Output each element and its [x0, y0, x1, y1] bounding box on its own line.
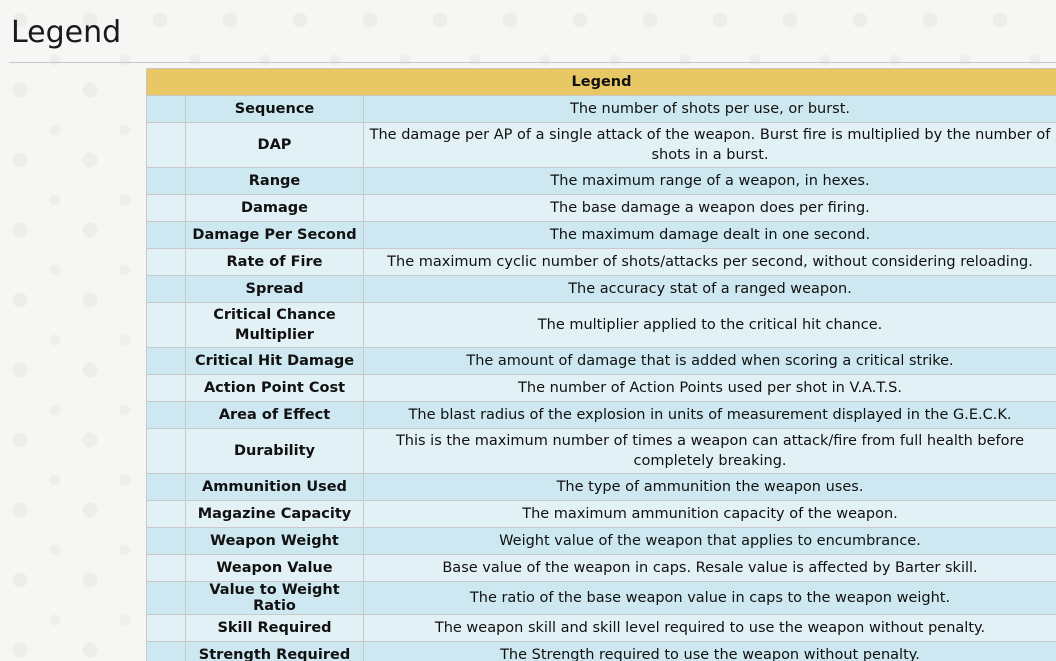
- term-cell: Value to Weight Ratio: [186, 582, 364, 615]
- description-cell: The Strength required to use the weapon without penalty.: [364, 642, 1056, 661]
- term-cell: DAP: [186, 123, 364, 168]
- description-cell: The maximum damage dealt in one second.: [364, 222, 1056, 249]
- row-spacer-cell: [147, 402, 186, 429]
- description-cell: The multiplier applied to the critical hit chance.: [364, 303, 1056, 348]
- table-row: [147, 303, 1056, 348]
- description-cell: Weight value of the weapon that applies to encumbrance.: [364, 528, 1056, 555]
- description-cell: The base damage a weapon does per firing.: [364, 195, 1056, 222]
- row-spacer-cell: [147, 249, 186, 276]
- description-cell: The blast radius of the explosion in units of measurement displayed in the G.E.C.K.: [364, 402, 1056, 429]
- description-cell: The number of shots per use, or burst.: [364, 96, 1056, 123]
- term-cell: Range: [186, 168, 364, 195]
- term-cell: Critical Hit Damage: [186, 348, 364, 375]
- row-spacer-cell: [147, 615, 186, 642]
- table-row: [147, 123, 1056, 168]
- table-row: [147, 528, 1056, 555]
- legend-table: [146, 68, 1056, 661]
- term-cell: Durability: [186, 429, 364, 474]
- term-cell: Critical Chance Multiplier: [186, 303, 364, 348]
- table-row: [147, 96, 1056, 123]
- table-title: Legend: [147, 69, 1056, 96]
- term-cell: Action Point Cost: [186, 375, 364, 402]
- table-row: [147, 474, 1056, 501]
- row-spacer-cell: [147, 276, 186, 303]
- page-title: Legend: [11, 15, 122, 50]
- term-cell: Ammunition Used: [186, 474, 364, 501]
- table-row: [147, 195, 1056, 222]
- legend-table-body: [147, 96, 1056, 661]
- row-spacer-cell: [147, 195, 186, 222]
- table-row: [147, 501, 1056, 528]
- table-row: [147, 642, 1056, 661]
- term-cell: Weapon Weight: [186, 528, 364, 555]
- table-row: [147, 555, 1056, 582]
- row-spacer-cell: [147, 429, 186, 474]
- term-cell: Damage Per Second: [186, 222, 364, 249]
- row-spacer-cell: [147, 222, 186, 249]
- row-spacer-cell: [147, 168, 186, 195]
- description-cell: The accuracy stat of a ranged weapon.: [364, 276, 1056, 303]
- row-spacer-cell: [147, 303, 186, 348]
- table-row: [147, 402, 1056, 429]
- row-spacer-cell: [147, 96, 186, 123]
- description-cell: Base value of the weapon in caps. Resale value is affected by Barter skill.: [364, 555, 1056, 582]
- row-spacer-cell: [147, 123, 186, 168]
- table-row: [147, 276, 1056, 303]
- description-cell: The maximum cyclic number of shots/attacks per second, without considering reloading.: [364, 249, 1056, 276]
- table-row: [147, 348, 1056, 375]
- description-cell: The weapon skill and skill level required to use the weapon without penalty.: [364, 615, 1056, 642]
- row-spacer-cell: [147, 348, 186, 375]
- row-spacer-cell: [147, 375, 186, 402]
- table-row: [147, 375, 1056, 402]
- term-cell: Magazine Capacity: [186, 501, 364, 528]
- term-cell: Sequence: [186, 96, 364, 123]
- table-row: [147, 168, 1056, 195]
- heading-divider: [9, 62, 1056, 63]
- table-row: [147, 249, 1056, 276]
- row-spacer-cell: [147, 474, 186, 501]
- row-spacer-cell: [147, 501, 186, 528]
- description-cell: The amount of damage that is added when scoring a critical strike.: [364, 348, 1056, 375]
- term-cell: Damage: [186, 195, 364, 222]
- term-cell: Spread: [186, 276, 364, 303]
- row-spacer-cell: [147, 555, 186, 582]
- table-row: [147, 582, 1056, 615]
- description-cell: The number of Action Points used per shot in V.A.T.S.: [364, 375, 1056, 402]
- row-spacer-cell: [147, 642, 186, 661]
- description-cell: The damage per AP of a single attack of the weapon. Burst fire is multiplied by the number of shots in a burst.: [364, 123, 1056, 168]
- description-cell: The maximum ammunition capacity of the weapon.: [364, 501, 1056, 528]
- description-cell: The type of ammunition the weapon uses.: [364, 474, 1056, 501]
- description-cell: The maximum range of a weapon, in hexes.: [364, 168, 1056, 195]
- term-cell: Strength Required: [186, 642, 364, 661]
- table-row: [147, 429, 1056, 474]
- term-cell: Weapon Value: [186, 555, 364, 582]
- description-cell: This is the maximum number of times a weapon can attack/fire from full health before completely breaking.: [364, 429, 1056, 474]
- term-cell: Area of Effect: [186, 402, 364, 429]
- description-cell: The ratio of the base weapon value in caps to the weapon weight.: [364, 582, 1056, 615]
- row-spacer-cell: [147, 582, 186, 615]
- row-spacer-cell: [147, 528, 186, 555]
- term-cell: Rate of Fire: [186, 249, 364, 276]
- table-row: [147, 615, 1056, 642]
- table-row: [147, 222, 1056, 249]
- term-cell: Skill Required: [186, 615, 364, 642]
